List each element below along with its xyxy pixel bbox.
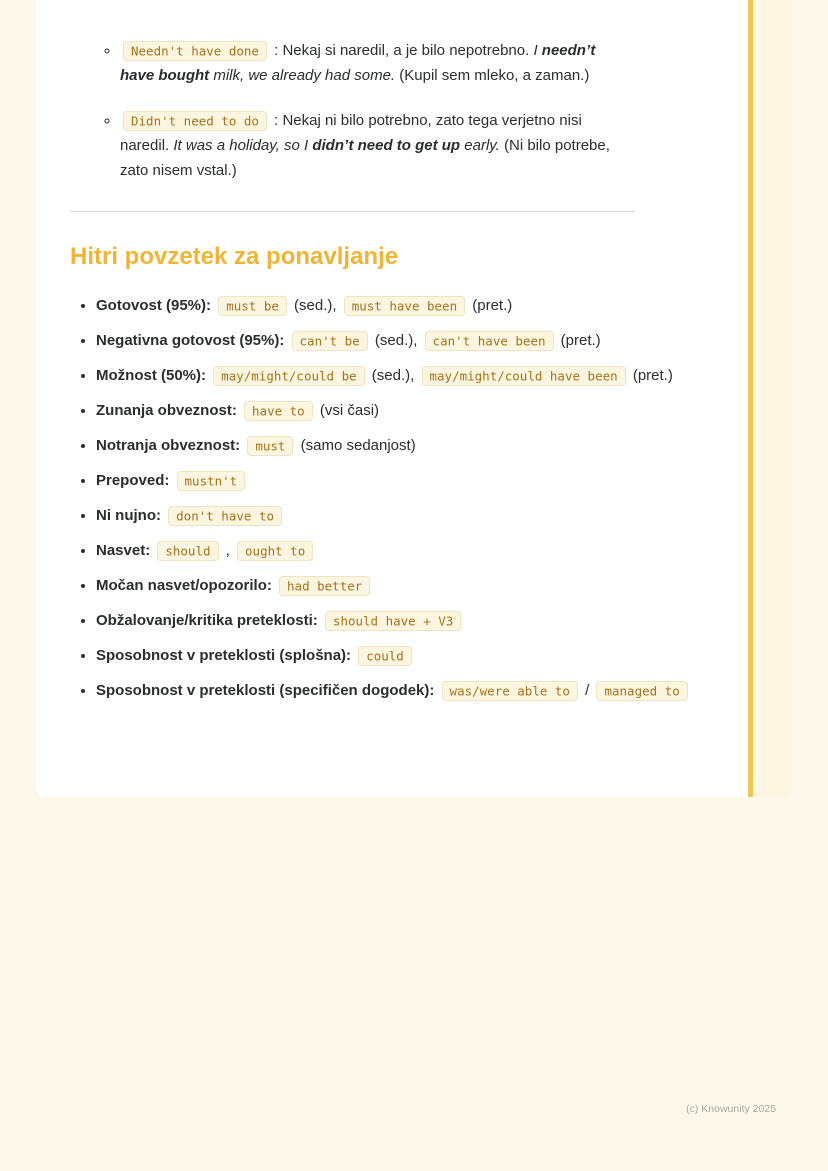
code-chip: managed to [596, 681, 687, 701]
text-segment: needn’t have bought [120, 42, 596, 84]
code-chip: must have been [344, 296, 465, 316]
text-segment: Gotovost (95%): [96, 297, 216, 314]
text-segment: Obžalovanje/kritika preteklosti: [96, 612, 322, 629]
text-segment: (Kupil sem mleko, a zaman.) [395, 67, 590, 84]
code-chip: Didn't need to do [123, 111, 267, 131]
list-item [96, 397, 730, 424]
text-segment: (Ni bilo potrebe, zato nisem vstal.) [120, 137, 610, 179]
code-chip: may/might/could have been [422, 366, 626, 386]
list-item [96, 432, 730, 459]
list-item [96, 292, 730, 319]
text-segment: (pret.) [628, 367, 673, 384]
code-chip: mustn't [177, 471, 246, 491]
text-segment: , [221, 542, 235, 559]
right-margin-strip [753, 0, 792, 797]
gold-accent-bar [748, 0, 753, 797]
code-chip: can't be [292, 331, 368, 351]
code-chip: should [157, 541, 218, 561]
text-segment: (sed.), [367, 367, 419, 384]
section-divider [70, 211, 635, 212]
code-chip: should have + V3 [325, 611, 461, 631]
text-segment: milk, we already had some. [209, 67, 396, 84]
text-segment: Zunanja obveznost: [96, 402, 242, 419]
text-segment: / [580, 682, 594, 699]
list-item [96, 537, 730, 564]
code-chip: have to [244, 401, 313, 421]
content-card [36, 0, 792, 797]
code-chip: was/were able to [442, 681, 578, 701]
list-item [96, 327, 730, 354]
list-item [96, 607, 730, 634]
list-item [96, 572, 730, 599]
code-chip: Needn't have done [123, 41, 267, 61]
text-segment: (sed.), [370, 332, 422, 349]
document-content [70, 0, 730, 712]
text-segment: : Nekaj ni bilo potrebno, zato tega verjetno nisi naredil. [120, 112, 582, 154]
list-item [96, 677, 730, 704]
list-item [120, 108, 630, 183]
code-chip: had better [279, 576, 370, 596]
code-chip: can't have been [425, 331, 554, 351]
text-segment: Prepoved: [96, 472, 174, 489]
text-segment: Močan nasvet/opozorilo: [96, 577, 277, 594]
list-item [96, 362, 730, 389]
text-segment: early. [460, 137, 500, 154]
text-segment: Negativna gotovost (95%): [96, 332, 289, 349]
text-segment: Možnost (50%): [96, 367, 211, 384]
text-segment: didn’t need to get up [312, 137, 461, 154]
list-item [96, 642, 730, 669]
list-item [120, 38, 630, 88]
text-segment: (samo sedanjost) [296, 437, 416, 454]
text-segment: I [533, 42, 542, 59]
text-segment: Ni nujno: [96, 507, 166, 524]
text-segment: It was a holiday, so I [173, 137, 313, 154]
text-segment: (pret.) [468, 297, 513, 314]
text-segment: Notranja obveznost: [96, 437, 245, 454]
text-segment: Sposobnost v preteklosti (specifičen dogodek): [96, 682, 439, 699]
code-chip: may/might/could be [213, 366, 364, 386]
text-segment: Sposobnost v preteklosti (splošna): [96, 647, 356, 664]
text-segment: (sed.), [289, 297, 341, 314]
list-item [96, 502, 730, 529]
section-heading: Hitri povzetek za ponavljanje [70, 243, 399, 270]
text-segment: Nasvet: [96, 542, 155, 559]
footer-credit: (c) Knowunity 2025 [686, 1103, 776, 1115]
code-chip: must [247, 436, 293, 456]
summary-list [70, 292, 730, 704]
modal-verbs-sublist [70, 38, 730, 183]
code-chip: ought to [237, 541, 313, 561]
list-item [96, 467, 730, 494]
code-chip: don't have to [168, 506, 282, 526]
code-chip: must be [218, 296, 287, 316]
text-segment: : Nekaj si naredil, a je bilo nepotrebno. [269, 42, 534, 59]
code-chip: could [358, 646, 412, 666]
text-segment: (pret.) [556, 332, 601, 349]
text-segment: (vsi časi) [315, 402, 380, 419]
